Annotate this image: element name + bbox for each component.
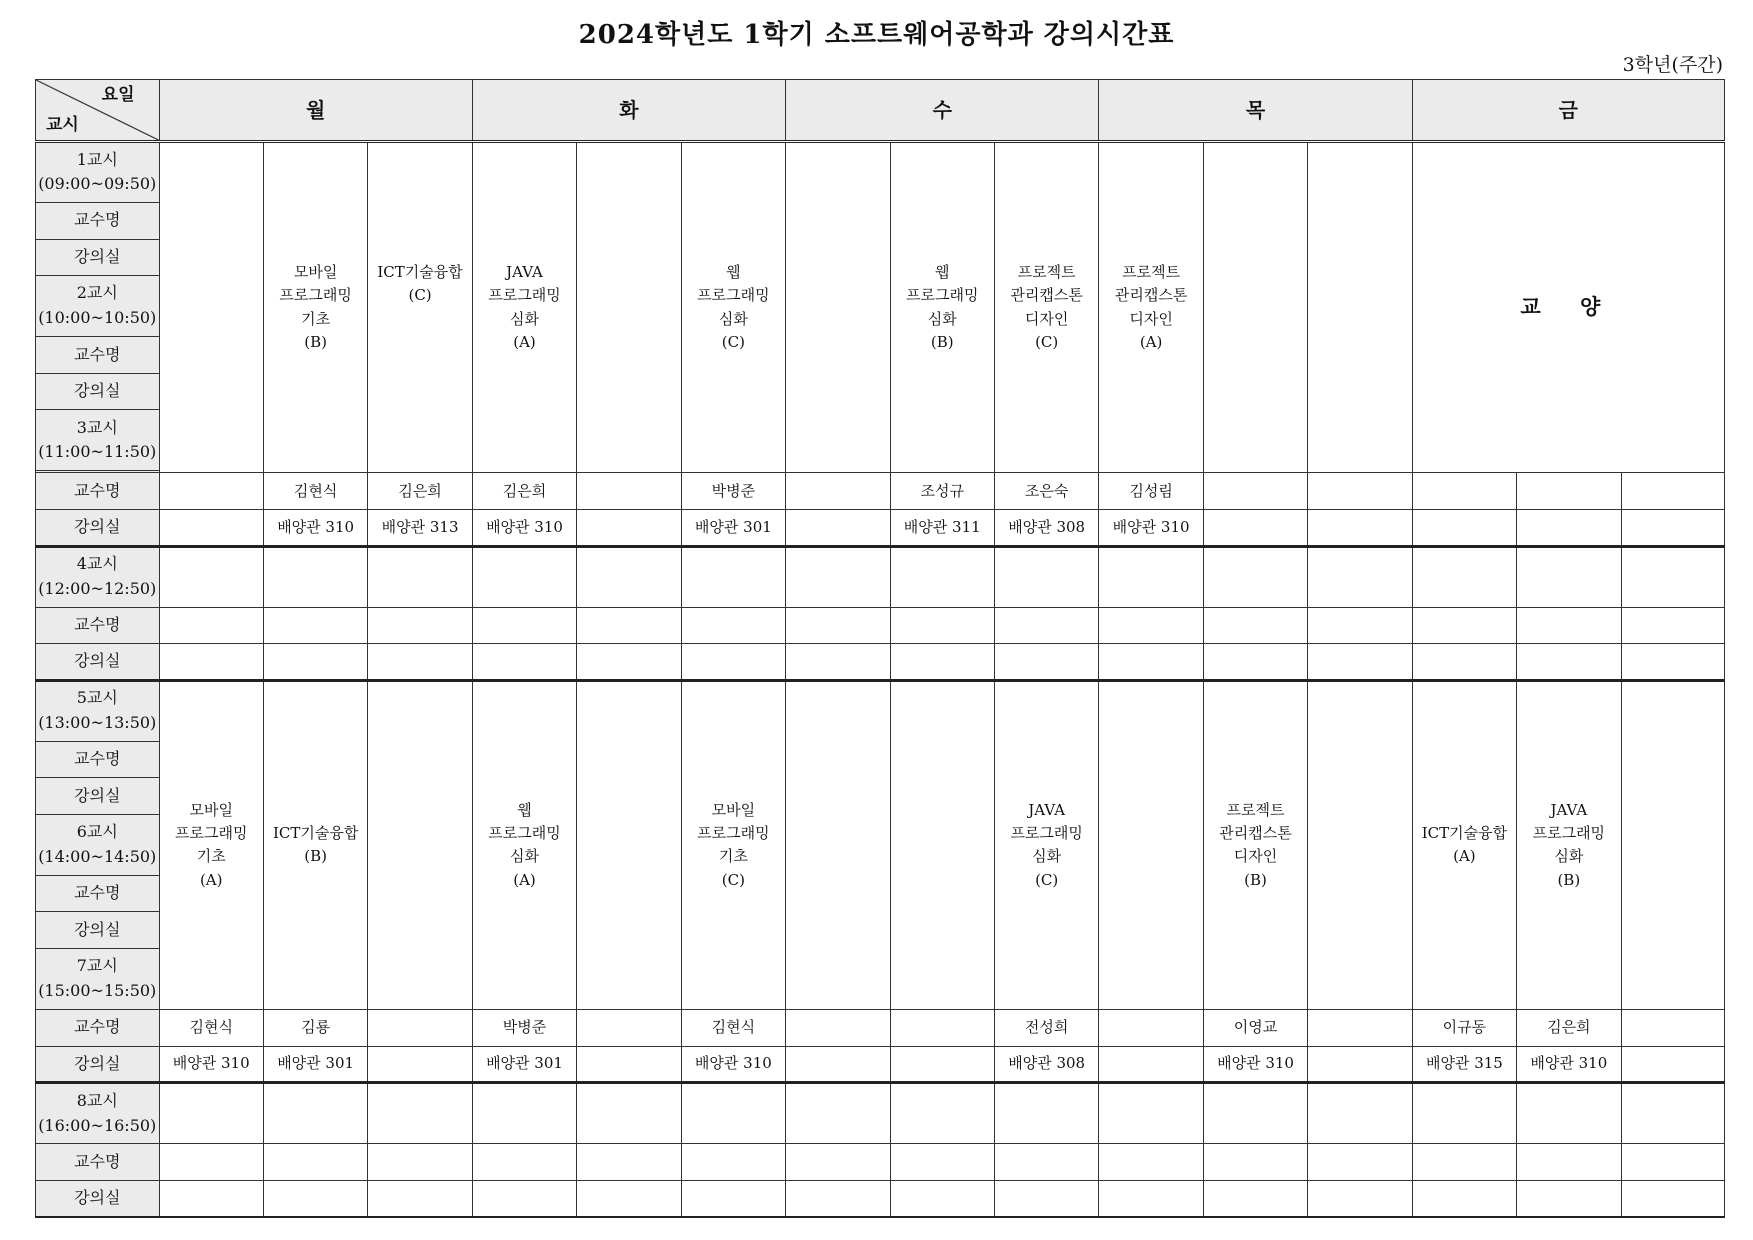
room-cell: 배양관 301 xyxy=(472,1046,576,1083)
empty-cell xyxy=(1099,1010,1203,1047)
professor-row xyxy=(36,473,1725,510)
room-label: 강의실 xyxy=(36,509,160,546)
empty-cell xyxy=(890,1010,994,1047)
empty-cell xyxy=(1308,509,1412,546)
room-cell: 배양관 310 xyxy=(681,1046,785,1083)
empty-cell xyxy=(1203,142,1307,473)
day-header-mon: 월 xyxy=(159,80,472,142)
professor-cell: 김현식 xyxy=(681,1010,785,1047)
room-label: 강의실 xyxy=(36,644,160,681)
professor-cell: 김현식 xyxy=(263,473,367,510)
period-row xyxy=(36,142,1725,203)
period-row xyxy=(36,1083,1725,1144)
professor-label: 교수명 xyxy=(36,607,160,644)
empty-cell xyxy=(577,680,681,1009)
professor-cell: 이규동 xyxy=(1412,1010,1516,1047)
room-label: 강의실 xyxy=(36,1046,160,1083)
professor-label: 교수명 xyxy=(36,473,160,510)
room-cell: 배양관 310 xyxy=(1203,1046,1307,1083)
room-cell: 배양관 308 xyxy=(994,509,1098,546)
course-cell: ICT기술융합 (B) xyxy=(263,680,367,1009)
room-row xyxy=(36,1046,1725,1083)
course-cell: JAVA 프로그래밍 심화 (B) xyxy=(1517,680,1621,1009)
course-cell: 웹 프로그래밍 심화 (A) xyxy=(472,680,576,1009)
professor-cell: 김은희 xyxy=(472,473,576,510)
room-label: 강의실 xyxy=(36,1180,160,1217)
empty-cell xyxy=(786,142,890,473)
empty-cell xyxy=(159,473,263,510)
room-cell: 배양관 308 xyxy=(994,1046,1098,1083)
period-label: 6교시 (14:00~14:50) xyxy=(36,814,160,875)
professor-cell: 조은숙 xyxy=(994,473,1098,510)
period-row xyxy=(36,546,1725,607)
empty-cell xyxy=(577,142,681,473)
day-header-row xyxy=(36,80,1725,142)
empty-cell xyxy=(1099,680,1203,1009)
empty-cell xyxy=(786,509,890,546)
empty-cell xyxy=(1621,473,1724,510)
empty-cell xyxy=(1203,509,1307,546)
period-label: 3교시 (11:00~11:50) xyxy=(36,410,160,471)
empty-cell xyxy=(577,473,681,510)
corner-cell xyxy=(36,80,160,142)
period-label: 4교시 (12:00~12:50) xyxy=(36,546,160,607)
empty-cell xyxy=(1517,509,1621,546)
day-header-fri: 금 xyxy=(1412,80,1724,142)
room-row xyxy=(36,1180,1725,1217)
room-cell: 배양관 313 xyxy=(368,509,472,546)
general-education-block: 교 양 xyxy=(1412,142,1724,473)
professor-label: 교수명 xyxy=(36,1144,160,1181)
room-cell: 배양관 310 xyxy=(1099,509,1203,546)
empty-cell xyxy=(1621,509,1724,546)
period-label: 7교시 (15:00~15:50) xyxy=(36,949,160,1010)
course-cell: 모바일 프로그래밍 기초 (A) xyxy=(159,680,263,1009)
room-label: 강의실 xyxy=(36,373,160,410)
empty-cell xyxy=(1412,473,1516,510)
professor-cell: 김은희 xyxy=(1517,1010,1621,1047)
empty-cell xyxy=(577,509,681,546)
day-header-wed: 수 xyxy=(786,80,1099,142)
course-cell: JAVA 프로그래밍 심화 (C) xyxy=(994,680,1098,1009)
period-label: 5교시 (13:00~13:50) xyxy=(36,680,160,741)
course-cell: 웹 프로그래밍 심화 (B) xyxy=(890,142,994,473)
empty-cell xyxy=(1621,1010,1724,1047)
empty-cell xyxy=(786,1046,890,1083)
room-cell: 배양관 311 xyxy=(890,509,994,546)
empty-cell xyxy=(1203,473,1307,510)
empty-cell xyxy=(577,1046,681,1083)
room-label: 강의실 xyxy=(36,912,160,949)
professor-cell: 박병준 xyxy=(472,1010,576,1047)
empty-cell xyxy=(786,680,890,1009)
room-label: 강의실 xyxy=(36,778,160,815)
room-label: 강의실 xyxy=(36,239,160,276)
empty-cell xyxy=(1412,509,1516,546)
empty-cell xyxy=(368,1010,472,1047)
course-cell: 프로젝트 관리캡스톤 디자인 (A) xyxy=(1099,142,1203,473)
course-cell: ICT기술융합 (C) xyxy=(368,142,472,473)
course-cell: 프로젝트 관리캡스톤 디자인 (B) xyxy=(1203,680,1307,1009)
empty-cell xyxy=(368,1046,472,1083)
empty-cell xyxy=(1308,473,1412,510)
empty-cell xyxy=(1517,473,1621,510)
period-label: 2교시 (10:00~10:50) xyxy=(36,276,160,337)
professor-cell: 조성규 xyxy=(890,473,994,510)
empty-cell xyxy=(1308,1010,1412,1047)
professor-row xyxy=(36,607,1725,644)
course-cell: 웹 프로그래밍 심화 (C) xyxy=(681,142,785,473)
course-cell: 모바일 프로그래밍 기초 (B) xyxy=(263,142,367,473)
empty-cell xyxy=(1621,1046,1724,1083)
professor-row xyxy=(36,1144,1725,1181)
room-cell: 배양관 315 xyxy=(1412,1046,1516,1083)
empty-cell xyxy=(786,1010,890,1047)
room-row xyxy=(36,644,1725,681)
empty-cell xyxy=(786,473,890,510)
empty-cell xyxy=(159,509,263,546)
period-label: 1교시 (09:00~09:50) xyxy=(36,142,160,203)
empty-cell xyxy=(368,680,472,1009)
empty-cell xyxy=(1621,680,1724,1009)
room-cell: 배양관 310 xyxy=(159,1046,263,1083)
empty-cell xyxy=(577,1010,681,1047)
day-axis-label: 요일 xyxy=(101,85,135,105)
professor-cell: 박병준 xyxy=(681,473,785,510)
empty-cell xyxy=(1308,680,1412,1009)
professor-label: 교수명 xyxy=(36,741,160,778)
room-cell: 배양관 310 xyxy=(263,509,367,546)
professor-cell: 김현식 xyxy=(159,1010,263,1047)
professor-cell: 이영교 xyxy=(1203,1010,1307,1047)
professor-cell: 김성림 xyxy=(1099,473,1203,510)
day-header-tue: 화 xyxy=(472,80,785,142)
professor-label: 교수명 xyxy=(36,1010,160,1047)
timetable xyxy=(35,79,1725,1218)
course-cell: ICT기술융합 (A) xyxy=(1412,680,1516,1009)
professor-label: 교수명 xyxy=(36,337,160,374)
period-axis-label: 교시 xyxy=(46,114,79,135)
professor-cell: 김은희 xyxy=(368,473,472,510)
professor-cell: 김룡 xyxy=(263,1010,367,1047)
professor-cell: 전성희 xyxy=(994,1010,1098,1047)
empty-cell xyxy=(1308,142,1412,473)
period-row xyxy=(36,680,1725,741)
course-cell: 모바일 프로그래밍 기초 (C) xyxy=(681,680,785,1009)
empty-cell xyxy=(890,680,994,1009)
empty-cell xyxy=(1099,1046,1203,1083)
professor-label: 교수명 xyxy=(36,875,160,912)
professor-label: 교수명 xyxy=(36,202,160,239)
professor-row xyxy=(36,1010,1725,1047)
course-cell: 프로젝트 관리캡스톤 디자인 (C) xyxy=(994,142,1098,473)
room-row xyxy=(36,509,1725,546)
period-label: 8교시 (16:00~16:50) xyxy=(36,1083,160,1144)
room-cell: 배양관 310 xyxy=(472,509,576,546)
room-cell: 배양관 301 xyxy=(681,509,785,546)
room-cell: 배양관 310 xyxy=(1517,1046,1621,1083)
grade-label: 3학년(주간) xyxy=(1622,54,1723,76)
room-cell: 배양관 301 xyxy=(263,1046,367,1083)
page-title: 2024학년도 1학기 소프트웨어공학과 강의시간표 xyxy=(578,20,1175,50)
day-header-thu: 목 xyxy=(1099,80,1412,142)
course-cell: JAVA 프로그래밍 심화 (A) xyxy=(472,142,576,473)
empty-cell xyxy=(890,1046,994,1083)
empty-cell xyxy=(159,142,263,473)
empty-cell xyxy=(1308,1046,1412,1083)
